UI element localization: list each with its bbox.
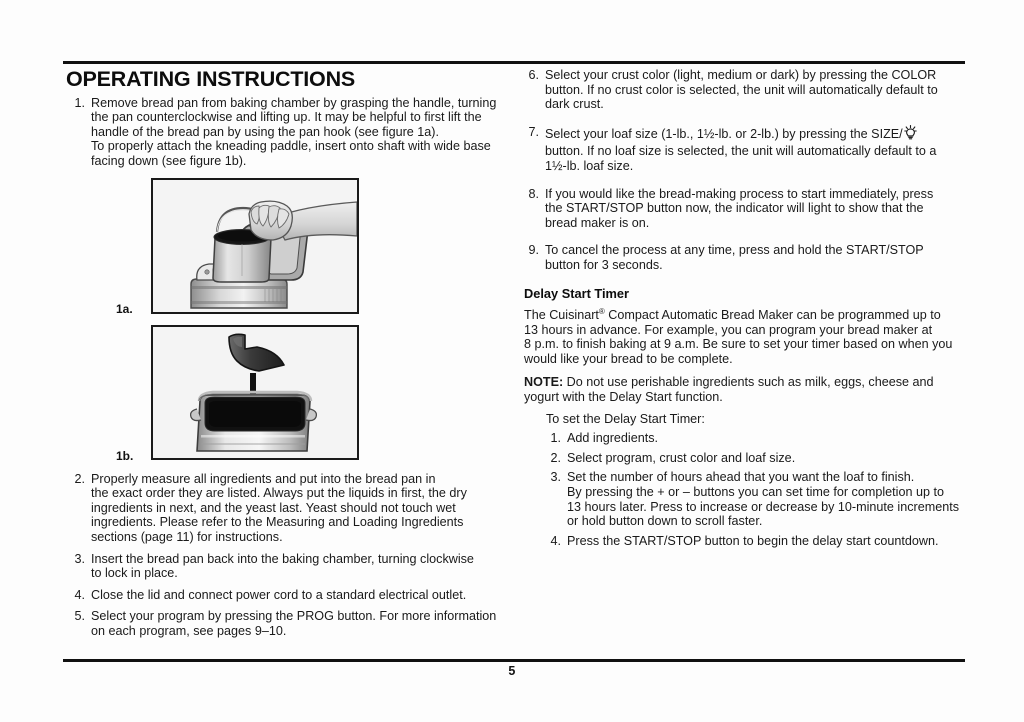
list-item-text: If you would like the bread-making process to start immediately, press the START/STOP button now, the indicator will light to show that the bread maker is on. <box>545 186 934 230</box>
delay-start-steps-list <box>546 431 968 548</box>
operating-steps-list-part2 <box>70 472 510 639</box>
figure-1b-container <box>66 325 510 465</box>
light-bulb-icon <box>904 125 917 145</box>
footer-rule <box>63 659 965 662</box>
note-label: NOTE: <box>524 374 564 389</box>
figure-1a-container <box>66 178 510 318</box>
list-marker: 3. <box>550 470 561 485</box>
list-marker: 4. <box>550 533 561 548</box>
list-marker: 7. <box>528 124 539 139</box>
list-item-text: Select your loaf size (1-lb., 1½-lb. or 2-lb.) by pressing the SIZE/ button. If no loaf size is selected, the unit will automatically default to a 1½-lb. loaf size. <box>545 126 937 173</box>
list-item <box>524 68 968 112</box>
list-item <box>546 534 968 549</box>
page-number: 5 <box>508 664 516 678</box>
list-item <box>70 609 510 638</box>
list-marker: 8. <box>528 186 539 201</box>
operating-steps-list-part1 <box>70 96 510 169</box>
list-marker: 5. <box>74 609 85 624</box>
list-item-text: Set the number of hours ahead that you want the loaf to finish. By pressing the + or – buttons you can set time for completion up to 13 hours later. Press to increase or decrease by 10-minute increments or hold button down to scroll faster. <box>567 470 959 529</box>
left-column <box>66 68 510 646</box>
list-item <box>524 243 968 272</box>
list-marker: 1. <box>550 431 561 446</box>
list-marker: 6. <box>528 68 539 82</box>
list-item <box>70 588 510 603</box>
list-item-text: Remove bread pan from baking chamber by grasping the handle, turning the pan counterclockwise and lifting up. It may be helpful to first lift the handle of the bread pan by using the pan hook (see figure 1a). To properly attach the kneading paddle, insert onto shaft with wide base facing down (see figure 1b). <box>91 95 497 169</box>
list-marker: 4. <box>74 587 85 602</box>
page-title: OPERATING INSTRUCTIONS <box>66 67 356 91</box>
list-item-text: To cancel the process at any time, press and hold the START/STOP button for 3 seconds. <box>545 243 924 272</box>
figure-1b-kneading-paddle <box>153 327 357 458</box>
figure-1a-frame <box>151 178 359 314</box>
delay-start-note: NOTE: Do not use perishable ingredients such as milk, eggs, cheese and yogurt with the Delay Start function. <box>524 375 968 405</box>
list-item <box>70 96 510 169</box>
list-marker: 1. <box>74 95 85 110</box>
figure-1a-bread-pan-removal <box>153 180 357 312</box>
list-item <box>546 470 968 528</box>
delay-start-paragraph-line-1: The Cuisinart® Compact Automatic Bread Maker can be programmed up to <box>524 306 941 322</box>
operating-steps-list-part3 <box>524 68 968 273</box>
list-item-text: Close the lid and connect power cord to a standard electrical outlet. <box>91 587 467 602</box>
list-item <box>546 451 968 466</box>
note-first-line: NOTE: Do not use perishable ingredients such as milk, eggs, cheese and <box>524 374 934 389</box>
list-item-text: Insert the bread pan back into the baking chamber, turning clockwise to lock in place. <box>91 551 474 581</box>
list-item-text: Select your crust color (light, medium or dark) by pressing the COLOR button. If no crust color is selected, the unit will automatically default to dark crust. <box>545 68 938 112</box>
list-item <box>70 552 510 581</box>
delay-start-paragraph: The Cuisinart® Compact Automatic Bread Maker can be programmed up to 13 hours in advance. For example, you can program your bread maker at 8 p.m. to finish baking at 9 a.m. Be sure to set your timer based on when you would like your bread to be complete. <box>524 305 968 367</box>
list-item <box>70 472 510 545</box>
figures-group <box>66 178 510 465</box>
list-item-text: Press the START/STOP button to begin the delay start countdown. <box>567 533 939 548</box>
delay-start-timer-heading: Delay Start Timer <box>524 285 630 301</box>
list-item <box>524 125 968 174</box>
right-column <box>524 68 968 553</box>
figure-1b-label: 1b. <box>116 448 134 463</box>
list-item-text: Select program, crust color and loaf size. <box>567 450 796 465</box>
header-rule <box>63 61 965 64</box>
figure-1a-label: 1a. <box>116 301 133 316</box>
list-marker: 2. <box>550 450 561 465</box>
registered-trademark-symbol: ® <box>598 306 605 316</box>
figure-1b-frame <box>151 325 359 460</box>
list-marker: 2. <box>74 471 85 486</box>
list-item-text: Select your program by pressing the PROG button. For more information on each program, see pages 9–10. <box>91 609 497 638</box>
list-marker: 9. <box>528 243 539 258</box>
delay-start-lead-in: To set the Delay Start Timer: <box>546 411 705 426</box>
list-item-text: Properly measure all ingredients and put into the bread pan in the exact order they are listed. Always put the liquids in first, the dry ingredients in next, and the yeast last. Yeast should not touch wet ingredients. Please refer to the Measuring and Loading Ingredients sections (page 11) for instructions. <box>91 471 467 544</box>
list-item <box>546 431 968 446</box>
list-item-text: Add ingredients. <box>567 431 659 446</box>
list-item <box>524 187 968 231</box>
list-marker: 3. <box>74 551 85 566</box>
